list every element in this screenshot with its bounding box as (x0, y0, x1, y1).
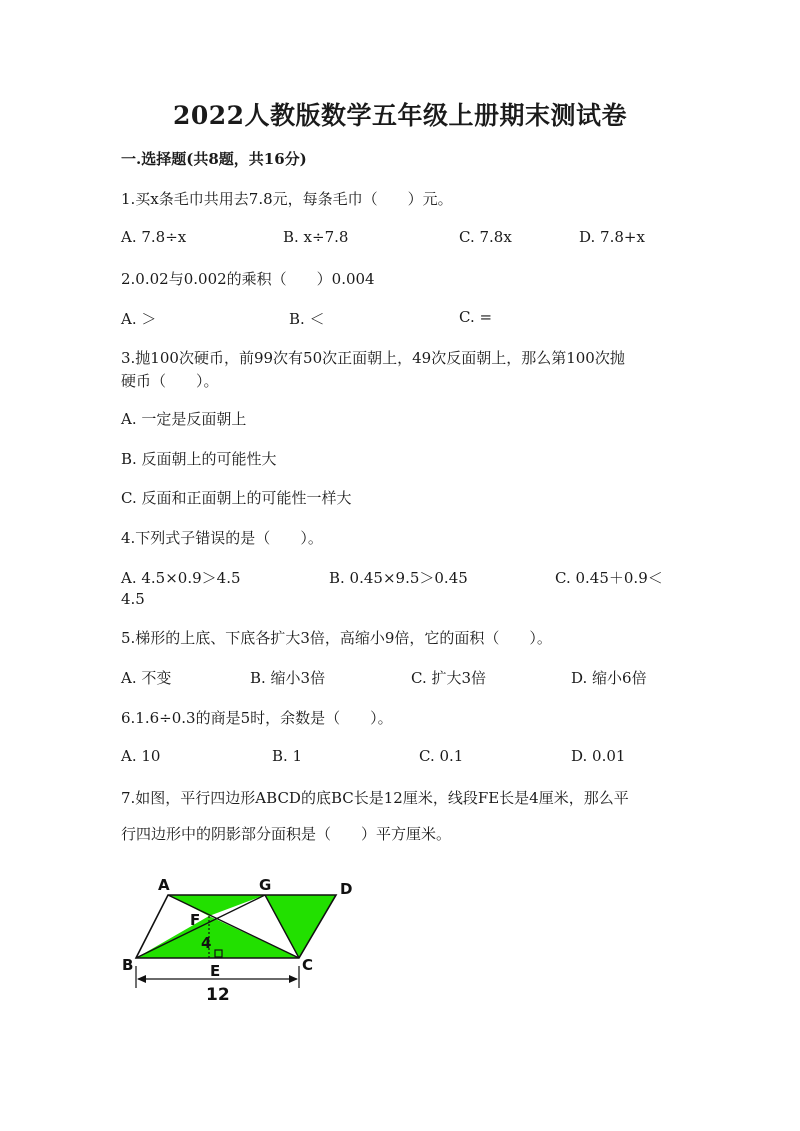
q2-option-c[interactable]: C. = (459, 308, 493, 326)
question-1-text: 1.买x条毛巾共用去7.8元，每条毛巾（ ）元。 (121, 190, 453, 208)
parallelogram-diagram (118, 868, 368, 1008)
question-2-text: 2.0.02与0.002的乘积（ ）0.004 (121, 270, 375, 288)
q6-option-c[interactable]: C. 0.1 (419, 747, 464, 765)
q6-option-a[interactable]: A. 10 (121, 747, 161, 765)
q4-option-c-wrap[interactable]: 4.5 (121, 590, 145, 608)
question-3-text-line-1: 3.抛100次硬币，前99次有50次正面朝上，49次反面朝上，那么第100次抛 (121, 349, 625, 367)
question-4-text: 4.下列式子错误的是（ ）。 (121, 529, 323, 547)
label-f: F (190, 911, 201, 929)
q2-option-b[interactable]: B. ＜ (289, 310, 325, 328)
dimension-arrow-right (289, 975, 298, 983)
question-5-text: 5.梯形的上底、下底各扩大3倍，高缩小9倍，它的面积（ ）。 (121, 629, 552, 647)
label-b: B (122, 956, 134, 974)
shaded-triangle-bfc (136, 916, 299, 958)
parallelogram-figure (118, 868, 368, 1008)
q5-option-c[interactable]: C. 扩大3倍 (411, 669, 487, 687)
question-6-text: 6.1.6÷0.3的商是5时，余数是（ ）。 (121, 709, 393, 727)
q4-option-b[interactable]: B. 0.45×9.5＞0.45 (329, 569, 468, 587)
q3-option-a[interactable]: A. 一定是反面朝上 (121, 410, 247, 428)
label-c: C (302, 956, 314, 974)
question-7-text-line-1: 7.如图，平行四边形ABCD的底BC长是12厘米，线段FE长是4厘米，那么平 (121, 789, 629, 807)
label-twelve: 12 (206, 985, 230, 1005)
question-3-text-line-2: 硬币（ ）。 (121, 372, 219, 390)
q3-option-b[interactable]: B. 反面朝上的可能性大 (121, 450, 277, 468)
q1-option-c[interactable]: C. 7.8x (459, 228, 512, 246)
page-title: 2022人教版数学五年级上册期末测试卷 (172, 101, 628, 130)
label-four: 4 (201, 934, 212, 952)
shaded-triangle-afg (168, 895, 265, 916)
q3-option-c[interactable]: C. 反面和正面朝上的可能性一样大 (121, 489, 352, 507)
label-a: A (158, 876, 170, 894)
label-g: G (259, 876, 272, 894)
q5-option-a[interactable]: A. 不变 (121, 669, 172, 687)
q6-option-d[interactable]: D. 0.01 (571, 747, 626, 765)
q2-option-a[interactable]: A. ＞ (121, 310, 157, 328)
label-e: E (210, 962, 221, 980)
question-7-text-line-2: 行四边形中的阴影部分面积是（ ）平方厘米。 (121, 825, 452, 843)
q4-option-a[interactable]: A. 4.5×0.9＞4.5 (121, 569, 241, 587)
q4-option-c[interactable]: C. 0.45＋0.9＜ (555, 569, 663, 587)
label-d: D (340, 880, 353, 898)
q1-option-a[interactable]: A. 7.8÷x (121, 228, 187, 246)
q1-option-b[interactable]: B. x÷7.8 (283, 228, 349, 246)
dimension-arrow-left (137, 975, 146, 983)
q6-option-b[interactable]: B. 1 (272, 747, 303, 765)
section-heading: 一.选择题(共8题，共16分) (121, 150, 307, 168)
q1-option-d[interactable]: D. 7.8+x (579, 228, 645, 246)
q5-option-d[interactable]: D. 缩小6倍 (571, 669, 647, 687)
q5-option-b[interactable]: B. 缩小3倍 (250, 669, 326, 687)
